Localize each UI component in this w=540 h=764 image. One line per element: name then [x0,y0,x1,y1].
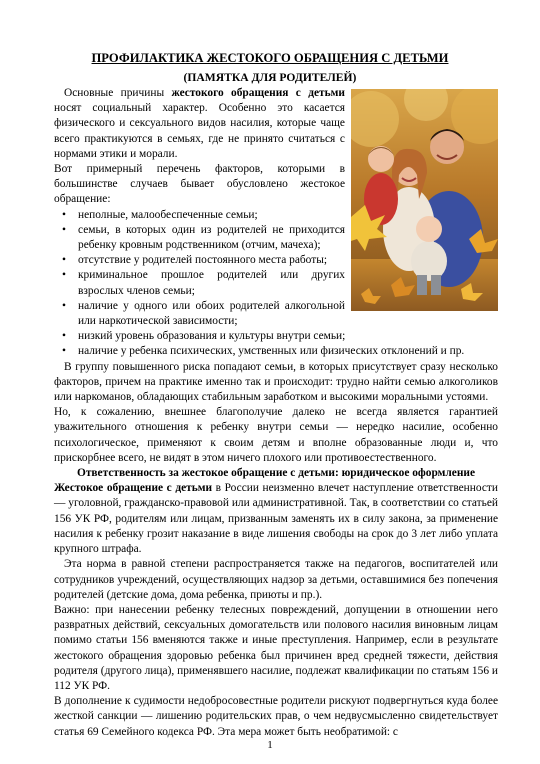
addition-paragraph: В дополнение к судимости недобросовестные родители рискуют подвергнуться куда более жесткой санкции — лишению родительских прав, о чем недвусмысленно свидетельствует статья 69 Семейного кодекса РФ. Эта мера может быть необратимой: с [54,695,498,738]
factors-list [54,208,498,360]
bullet-icon: • [62,345,66,358]
bullet-icon: • [62,299,66,312]
page-number: 1 [267,739,273,751]
section-heading: Ответственность за жестокое обращение с детьми: юридическое оформление [76,467,476,480]
bullet-icon: • [62,254,66,267]
list-item: • наличие у ребенка психических, умственных или физических отклонений и пр. [54,344,498,359]
document-subtitle: (ПАМЯТКА ДЛЯ РОДИТЕЛЕЙ) [183,71,357,84]
liability-paragraph: Жестокое обращение с детьми в России неизменно влечет наступление ответственности — уголовной, гражданско-правовой или административной. Так, в соответствии со статьей 156 УК РФ, родителям или лицам, призванным заменять их в силу закона, за применение насилия к ребенку грозит наказание в виде лишения свободы на срок до 3 лет либо уплата крупного штрафа. [54,482,498,556]
bullet-icon: • [62,269,66,282]
list-item: • семьи, в которых один из родителей не приходится ребенку кровным родственником (отчим, мачеха); [62,223,345,252]
intro-paragraph: Основные причины жестокого обращения с детьми носят социальный характер. Особенно это касается физического и сексуального видов насилия, которые чаще всего практикуются в семьях, где не принято считаться с нормами этики и морали. [54,87,345,160]
document-body [54,86,498,740]
document-title: ПРОФИЛАКТИКА ЖЕСТОКОГО ОБРАЩЕНИЯ С ДЕТЬМИ [91,51,449,65]
important-paragraph: Важно: при нанесении ребенку телесных повреждений, допущении в отношении него развратных действий, сексуальных домогательств или полового насилия виновным лицам помимо статьи 156 вменяются также и иные преступления. Например, если в результате жестокого обращения здоровью ребенка был причинен вред средней тяжести, действия родителя (другого лица), применявшего насилие, подлежат квалификации по статьям 156 и 112 УК РФ. [54,603,498,692]
list-item: • наличие у одного или обоих родителей алкогольной или наркотической зависимости; [62,299,345,328]
list-item: • низкий уровень образования и культуры внутри семьи; [54,329,498,344]
list-item: • криминальное прошлое родителей или других взрослых членов семьи; [62,269,345,297]
list-item: • неполные, малообеспеченные семьи; [54,208,498,223]
list-item: • отсутствие у родителей постоянного места работы; [54,253,498,268]
bullet-icon: • [62,330,66,343]
wellbeing-paragraph: Но, к сожалению, внешнее благополучие далеко не всегда является гарантией уважительного отношения к ребенку внутри семьи — нередко насилие, особенно психологическое, применяют к своим детям и вполне образованные люди и, что прискорбнее всего, не видят в этом ничего плохого или противоестественного. [54,406,498,464]
risk-paragraph: В группу повышенного риска попадают семьи, в которых присутствует сразу несколько факторов, причем на практике именно так и происходит: трудно найти семью алкоголиков или наркоманов, обладающих стабильным заработком и высокими моральными устоями. [54,360,498,404]
norm-paragraph: Эта норма в равной степени распространяется также на педагогов, воспитателей или сотрудников учреждений, осуществляющих надзор за детьми, оставшимися без попечения родителей (детские дома, дома ребенка, приюты и пр.). [54,558,498,601]
factors-intro: Вот примерный перечень факторов, которыми в большинстве случаев бывает обусловлено жестокое обращение: [54,163,345,206]
bullet-icon: • [62,208,66,221]
bullet-icon: • [62,223,66,236]
